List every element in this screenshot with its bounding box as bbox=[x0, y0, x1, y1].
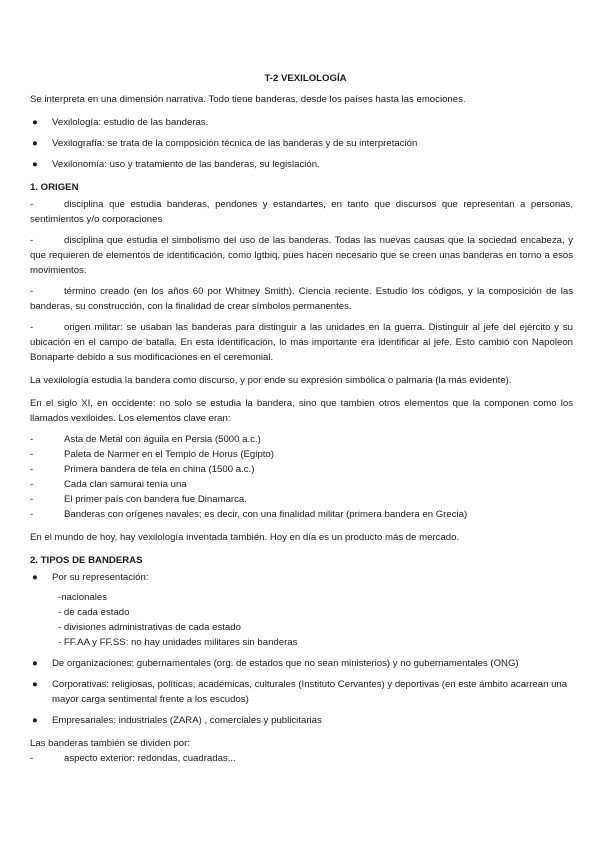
dash-marker: - bbox=[30, 494, 34, 505]
bullet-icon: ● bbox=[32, 159, 38, 170]
type-item-corporate bbox=[30, 677, 573, 707]
section-heading-tipos: 2. TIPOS DE BANDERAS bbox=[30, 555, 143, 566]
bullet-icon: ● bbox=[32, 138, 38, 149]
type-item-organizations bbox=[30, 656, 573, 671]
division-item bbox=[30, 751, 573, 766]
dash-marker: - bbox=[30, 753, 34, 764]
definition-item bbox=[30, 157, 573, 172]
origin-text: término creado (en los años 60 por Whitney Smith). Ciencia reciente. Estudio los códigos, y la composición de las banderas, su construcción, con la finalidad de crear símbolos permanentes. bbox=[30, 286, 573, 312]
origin-item bbox=[30, 320, 573, 365]
definition-item bbox=[30, 115, 573, 130]
type-item-representation bbox=[30, 570, 573, 585]
paragraph-mundo-hoy: En el mundo de hoy, hay vexilología inventada también. Hoy en día es un producto más de mercado. bbox=[30, 532, 460, 543]
dash-marker: - bbox=[30, 235, 34, 246]
key-element-item bbox=[30, 477, 573, 492]
type-text: Corporativas: religiosas, políticas, académicas, culturales (Instituto Cervantes) y deportivas (en este ámbito acarrean una mayor carga sentimental frente a los escudos) bbox=[52, 679, 568, 705]
origin-item bbox=[30, 284, 573, 314]
representation-subitem: -nacionales bbox=[58, 592, 108, 603]
paragraph-discurso: La vexilología estudia la bandera como discurso, y por ende su expresión simbólica o palmaria (la más evidente). bbox=[30, 375, 512, 386]
type-item-business bbox=[30, 713, 573, 728]
definition-text: Vexilología: estudio de las banderas. bbox=[52, 117, 209, 128]
origin-item bbox=[30, 197, 573, 227]
definition-text: Vexilonomía: uso y tratamiento de las banderas, su legislación. bbox=[52, 159, 320, 170]
dash-marker: - bbox=[30, 286, 34, 297]
key-element-text: Cada clan samurai tenía una bbox=[64, 479, 187, 490]
key-element-item bbox=[30, 462, 573, 477]
definition-text: Vexilografía: se trata de la composición técnica de las banderas y de su interpretación bbox=[52, 138, 418, 149]
division-text: aspecto exterior: redondas, cuadradas... bbox=[64, 753, 236, 764]
dash-marker: - bbox=[30, 449, 34, 460]
dash-marker: - bbox=[30, 464, 34, 475]
dash-marker: - bbox=[30, 434, 34, 445]
representation-subitem: - FF.AA y FF.SS: no hay unidades militares sin banderas bbox=[58, 637, 298, 648]
section-heading-origen: 1. ORIGEN bbox=[30, 182, 79, 193]
key-element-text: Paleta de Narmer en el Templo de Horus (Egipto) bbox=[64, 449, 274, 460]
bullet-icon: ● bbox=[32, 715, 38, 726]
key-element-text: Asta de Metal con águila en Persia (5000 a.c.) bbox=[64, 434, 261, 445]
dash-marker: - bbox=[30, 199, 34, 210]
key-element-text: El primer país con bandera fue Dinamarca. bbox=[64, 494, 247, 505]
key-element-item bbox=[30, 447, 573, 462]
page-title: T-2 VEXILOLOGÍA bbox=[264, 73, 347, 84]
bullet-icon: ● bbox=[32, 117, 38, 128]
type-text: Empresariales: industriales (ZARA) , comerciales y publicitarias bbox=[52, 715, 322, 726]
bullet-icon: ● bbox=[32, 572, 38, 583]
dash-marker: - bbox=[30, 322, 34, 333]
key-element-item bbox=[30, 492, 573, 507]
representation-subitem: - divisiones administrativas de cada estado bbox=[58, 622, 241, 633]
bullet-icon: ● bbox=[32, 658, 38, 669]
key-element-text: Primera bandera de tela en china (1500 a.c.) bbox=[64, 464, 255, 475]
paragraph-siglo-xi: En el siglo XI, en occidente: no solo se estudia la bandera, sino que tambien otros elementos que la componen como los llamados vexiloides. Los elementos clave eran: bbox=[30, 398, 573, 424]
origin-item bbox=[30, 233, 573, 278]
bullet-icon: ● bbox=[32, 679, 38, 690]
origin-text: disciplina que estudia banderas, pendones y estandartes, en tanto que discursos que representan a personas, sentimientos y/o corporaciones bbox=[30, 199, 573, 225]
dash-marker: - bbox=[30, 479, 34, 490]
representation-subitem: - de cada estado bbox=[58, 607, 130, 618]
origin-text: origen militar: se usaban las banderas para distinguir a las unidades en la guerra. Distinguir al jefe del ejército y su ubicación en el campo de batalla. En esta identificación, lo más importante era identificar al jefe. Esto cambió con Napoleon Bonaparte debido a sus modificaciones en el ceremonial. bbox=[30, 322, 573, 363]
key-element-item bbox=[30, 507, 573, 522]
intro-paragraph: Se interpreta en una dimensión narrativa. Todo tiene banderas, desde los países hasta las emociones. bbox=[30, 94, 466, 105]
key-element-text: Banderas con orígenes navales; es decir, con una finalidad militar (primera bandera en Grecia) bbox=[64, 509, 468, 520]
key-element-item bbox=[30, 432, 573, 447]
dash-marker: - bbox=[30, 509, 34, 520]
definition-item bbox=[30, 136, 573, 151]
type-label: Por su representación: bbox=[52, 572, 149, 583]
paragraph-division: Las banderas también se dividen por: bbox=[30, 738, 190, 749]
type-text: De organizaciones: gubernamentales (org. de estados que no sean ministerios) y no gubernamentales (ONG) bbox=[52, 658, 519, 669]
document-body bbox=[30, 71, 573, 766]
origin-text: disciplina que estudia el simbolismo del uso de las banderas. Todas las nuevas causas que la sociedad encabeza, y que requieren de elementos de identificación, como lgtbiq, pues hacen necesario que se creen unas banderas en torno a esos movimientos. bbox=[30, 235, 573, 276]
